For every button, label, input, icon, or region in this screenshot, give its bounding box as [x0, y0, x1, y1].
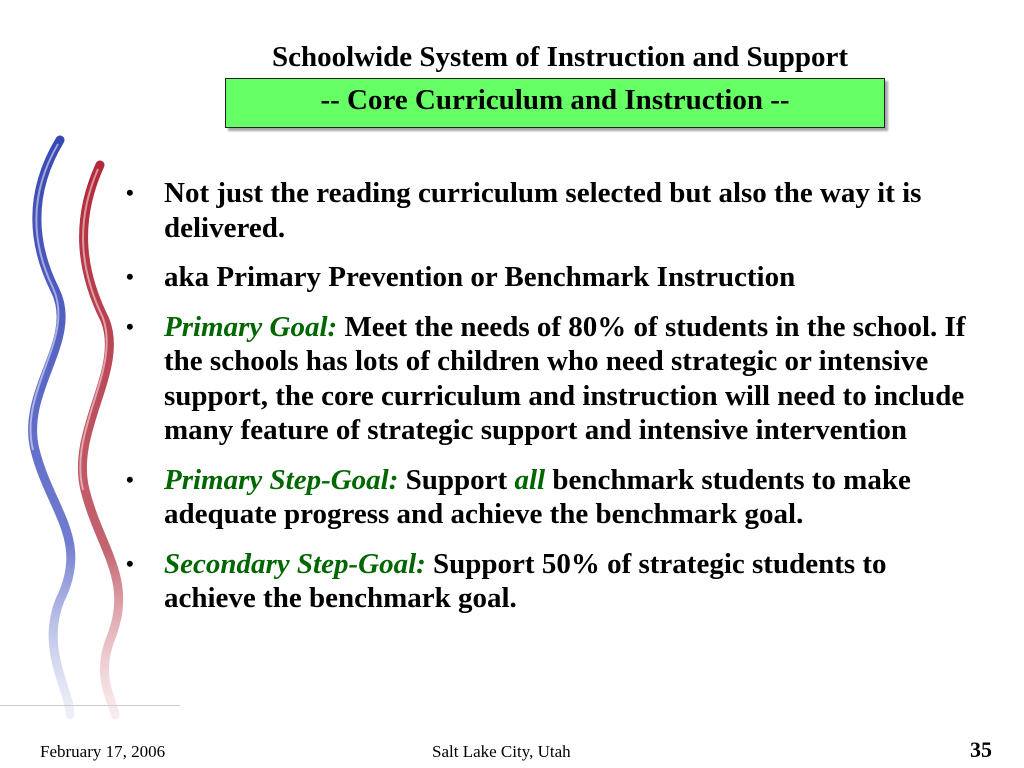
bullet-item [126, 310, 966, 448]
bullet-icon: • [126, 313, 134, 339]
emphasis-word: all [514, 463, 546, 496]
bullet-text-continued: benchmark students to make adequate progress and achieve the benchmark goal. [164, 463, 911, 530]
goal-label: Primary Step-Goal: [164, 463, 399, 496]
bullet-list [126, 176, 966, 631]
bullet-icon: • [126, 550, 134, 576]
bullet-text: Support 50% of strategic students to achieve the benchmark goal. [164, 547, 887, 614]
bullet-item [126, 260, 966, 295]
label-separator [426, 548, 433, 580]
page-number: 35 [970, 737, 992, 762]
bullet-icon: • [126, 466, 134, 492]
goal-label: Secondary Step-Goal: [164, 547, 426, 580]
bullet-text: aka Primary Prevention or Benchmark Instruction [164, 261, 796, 293]
footer-location: Salt Lake City, Utah [432, 742, 571, 761]
bullet-icon: • [126, 180, 134, 205]
footer-divider [0, 705, 180, 706]
bullet-item [126, 463, 966, 532]
label-separator [398, 464, 405, 496]
footer-date: February 17, 2006 [40, 742, 166, 761]
red-ribbon [82, 165, 118, 715]
bullet-icon: • [126, 264, 134, 289]
slide-subtitle: -- Core Curriculum and Instruction -- [225, 78, 885, 128]
bullet-text: Support [405, 463, 515, 496]
bullet-item [126, 176, 966, 245]
bullet-text: Not just the reading curriculum selected but also the way it is delivered. [164, 177, 922, 244]
bullet-item [126, 547, 966, 616]
slide-title: Schoolwide System of Instruction and Support [271, 41, 849, 73]
blue-ribbon [33, 140, 71, 715]
goal-label: Primary Goal: [164, 310, 338, 343]
bullet-text: Meet the needs of 80% of students in the school. If the schools has lots of children who need strategic or intensive support, the core curriculum and instruction will need to include many feature of strategic support and intensive intervention [164, 310, 966, 446]
